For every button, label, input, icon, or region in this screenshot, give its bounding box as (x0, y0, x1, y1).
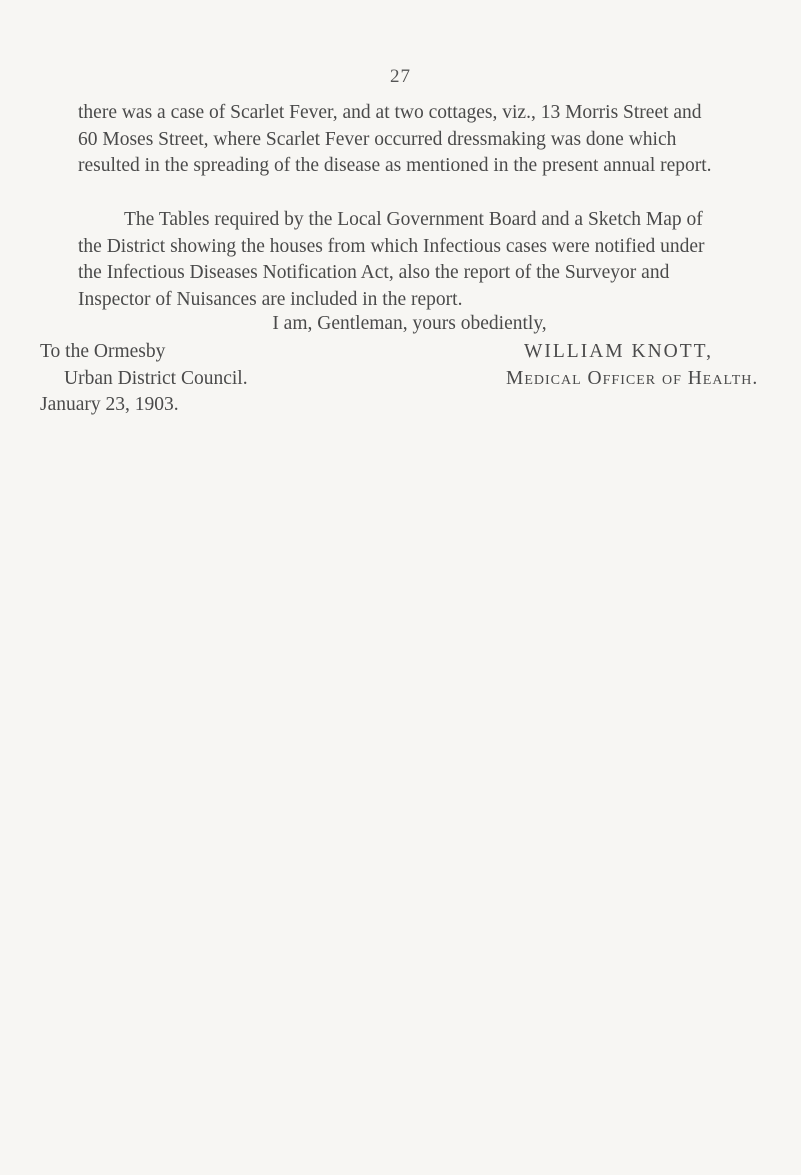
addressee-line: Urban District Council. (64, 367, 248, 389)
page-number: 27 (390, 66, 411, 87)
signature-block (506, 339, 758, 392)
paragraph-scarlet-fever (78, 100, 764, 180)
addressee-line: To the Ormesby (40, 341, 166, 362)
paragraph-tables-report (78, 207, 764, 313)
paragraph-line: 60 Moses Street, where Scarlet Fever occurred dressmaking was done which (78, 128, 677, 150)
paragraph-line: The Tables required by the Local Government Board and a Sketch Map of (124, 209, 703, 230)
signatory-name: WILLIAM KNOTT, (524, 341, 714, 362)
paragraph-line: resulted in the spreading of the disease as mentioned in the present annual report. (78, 155, 712, 176)
signatory-title: Medical Officer of Health. (506, 367, 759, 389)
paragraph-line: Inspector of Nuisances are included in the report. (78, 288, 463, 310)
paragraph-line: the District showing the houses from which Infectious cases were notified under (78, 235, 705, 257)
addressee-block (40, 339, 248, 419)
letter-date: January 23, 1903. (40, 394, 179, 415)
closing-salutation: I am, Gentleman, yours obediently, (272, 313, 547, 334)
paragraph-line: the Infectious Diseases Notification Act, also the report of the Surveyor and (78, 262, 670, 283)
paragraph-line: there was a case of Scarlet Fever, and at two cottages, viz., 13 Morris Street and (78, 102, 702, 123)
